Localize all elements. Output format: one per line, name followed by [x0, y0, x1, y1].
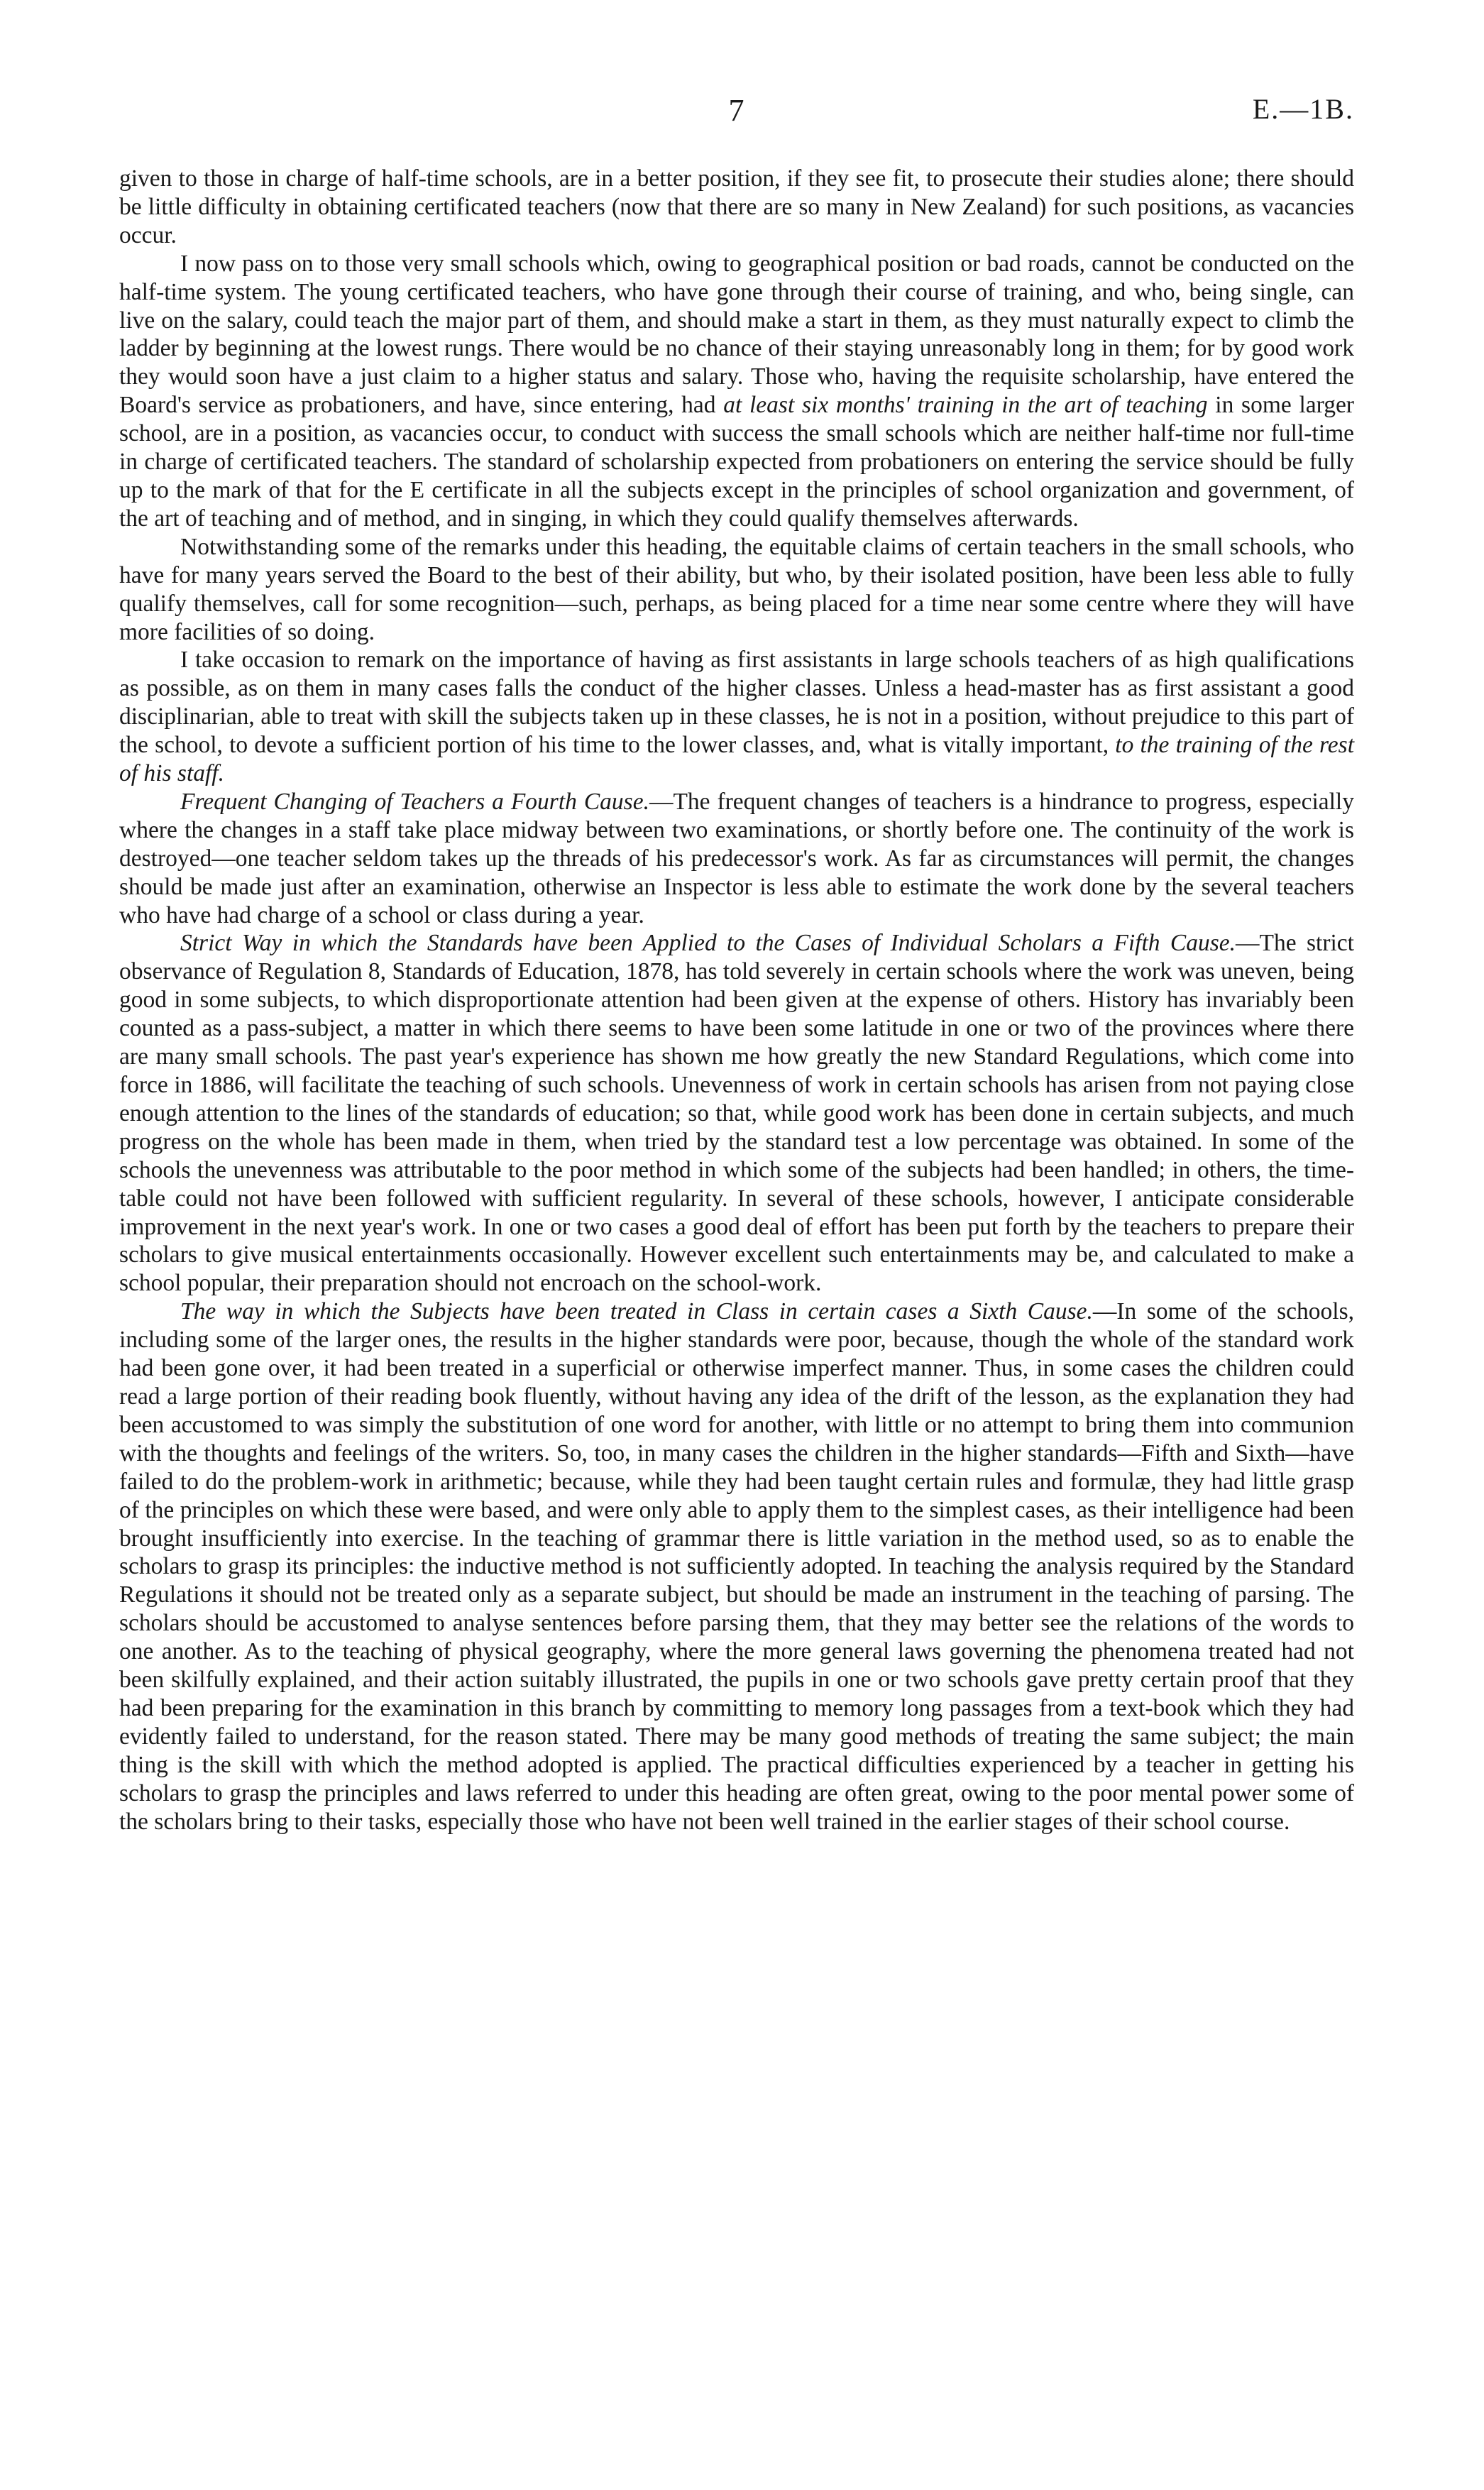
- paragraph-text: Notwithstanding some of the remarks under this heading, the equitable claims of certain teachers in the small schools, who have for many years served the Board to the best of their ability, but who, by their isolated position, have been less able to fully qualify themselves, call for some recognition—such, perhaps, as being placed for a time near some centre where they will have more facilities of so doing.: [119, 533, 1354, 645]
- section-heading-fifth-cause: Strict Way in which the Standards have been Applied to the Cases of Individual Scholars a Fifth Cause.: [180, 930, 1236, 957]
- section-heading-sixth-cause: The way in which the Subjects have been treated in Class in certain cases a Sixth Cause.: [180, 1298, 1093, 1325]
- paragraph-text-pre: I take occasion to remark on the importance of having as first assistants in large schools teachers of as high qualifications as possible, as on them in many cases falls the conduct of the higher classes. Unless a head-master has as first assistant a good disciplinarian, able to treat with skill the subjects taken up in these classes, he is not in a position, without prejudice to this part of the school, to devote a sufficient portion of his time to the lower classes, and, what is vitally important,: [119, 647, 1354, 759]
- paragraph-text-post: —The strict observance of Regulation 8, Standards of Education, 1878, has told severely in certain schools where the work was uneven, being good in some subjects, to which disproportionate attention had been given at the expense of others. History has invariably been counted as a pass-subject, a matter in which there seems to have been some latitude in one or two of the provinces where there are many small schools. The past year's experience has shown me how greatly the new Standard Regulations, which come into force in 1886, will facilitate the teaching of such schools. Unevenness of work in certain schools has arisen from not paying close enough attention to the lines of the standards of education; so that, while good work has been done in certain subjects, and much progress on the whole has been made in them, when tried by the standard test a low percentage was obtained. In some of the schools the unevenness was attributable to the poor method in which some of the subjects had been handled; in others, the time-table could not have been followed with sufficient regularity. In several of these schools, however, I anticipate considerable improvement in the next year's work. In one or two cases a good deal of effort has been put forth by the teachers to prepare their scholars to give musical entertainments occasionally. However excellent such entertainments may be, and calculated to make a school popular, their preparation should not encroach on the school-work.: [119, 930, 1354, 1297]
- paragraph-text-post: —In some of the schools, including some of the larger ones, the results in the higher standards were poor, because, though the whole of the standard work had been gone over, it had been treated in a superficial or otherwise imperfect manner. Thus, in some cases the children could read a large portion of their reading book fluently, without having any idea of the drift of the lesson, as the explanation they had been accustomed to was simply the substitution of one word for another, with little or no attempt to bring them into communion with the thoughts and feelings of the writers. So, too, in many cases the children in the higher standards—Fifth and Sixth—have failed to do the problem-work in arithmetic; because, while they had been taught certain rules and formulæ, they had little grasp of the principles on which these were based, and were only able to apply them to the simplest cases, as their intelligence had been brought insufficiently into exercise. In the teaching of grammar there is little variation in the method used, so as to enable the scholars to grasp its principles: the inductive method is not sufficiently adopted. In teaching the analysis required by the Standard Regulations it should not be treated only as a separate subject, but should be made an instrument in the teaching of parsing. The scholars should be accustomed to analyse sentences before parsing them, that they may better see the relations of the words to one another. As to the teaching of physical geography, where the more general laws governing the phenomena treated had not been skilfully explained, and their action suitably illustrated, the pupils in one or two schools gave pretty certain proof that they had been preparing for the examination in this branch by committing to memory long passages from a text-book which they had evidently failed to understand, for the reason stated. There may be many good methods of treating the same subject; the main thing is the skill with which the method adopted is applied. The practical difficulties experienced by a teacher in getting his scholars to grasp the principles and laws referred to under this heading are often great, owing to the poor mental power some of the scholars bring to their tasks, especially those who have not been well trained in the earlier stages of their school course.: [119, 1298, 1354, 1835]
- paragraph-continuation: [119, 165, 1354, 250]
- paragraph-text-pre: I now pass on to those very small schools which, owing to geographical position or bad roads, cannot be conducted on the half-time system. The young certificated teachers, who have gone through their course of training, and who, being single, can live on the salary, could teach the major part of them, and should make a start in them, as they must naturally expect to climb the ladder by beginning at the lowest rungs. There would be no chance of their staying unreasonably long in them; for by good work they would soon have a just claim to a higher status and salary. Those who, having the requisite scholarship, have entered the Board's service as probationers, and have, since entering, had: [119, 250, 1354, 419]
- paragraph-sixth-cause: [119, 1298, 1354, 1836]
- paragraph-small-schools: [119, 250, 1354, 533]
- section-heading-fourth-cause: Frequent Changing of Teachers a Fourth Cause.: [180, 788, 649, 815]
- page-header: [119, 92, 1354, 135]
- paragraph-emphasis: at least six months' training in the art of teaching: [723, 392, 1208, 419]
- paragraph-first-assistants: [119, 646, 1354, 788]
- paragraph-fifth-cause: [119, 929, 1354, 1298]
- paragraph-text-post: —The frequent changes of teachers is a hindrance to progress, especially where the changes in a staff take place midway between two examinations, or shortly before one. The continuity of the work is destroyed—one teacher seldom takes up the threads of his predecessor's work. As far as circumstances will permit, the changes should be made just after an examination, otherwise an Inspector is less able to estimate the work done by the several teachers who have had charge of a school or class during a year.: [119, 788, 1354, 928]
- paragraph-equitable-claims: [119, 533, 1354, 647]
- paper-reference: E.—1B.: [1252, 93, 1354, 125]
- paragraph-fourth-cause: [119, 788, 1354, 930]
- paragraph-text-post: in some larger school, are in a position, as vacancies occur, to conduct with success the small schools which are neither half-time nor full-time in charge of certificated teachers. The standard of scholarship expected from probationers on entering the service should be fully up to the mark of that for the E certificate in all the subjects except in the principles of school organization and government, of the art of teaching and of method, and in singing, in which they could qualify themselves afterwards.: [119, 392, 1354, 532]
- paragraph-text: given to those in charge of half-time schools, are in a better position, if they see fit, to prosecute their studies alone; there should be little difficulty in obtaining certificated teachers (now that there are so many in New Zealand) for such positions, as vacancies occur.: [119, 165, 1354, 248]
- page-number: 7: [728, 93, 745, 128]
- paragraph-emphasis: to the training of the rest of his staff.: [119, 732, 1354, 787]
- report-body: [119, 165, 1354, 1836]
